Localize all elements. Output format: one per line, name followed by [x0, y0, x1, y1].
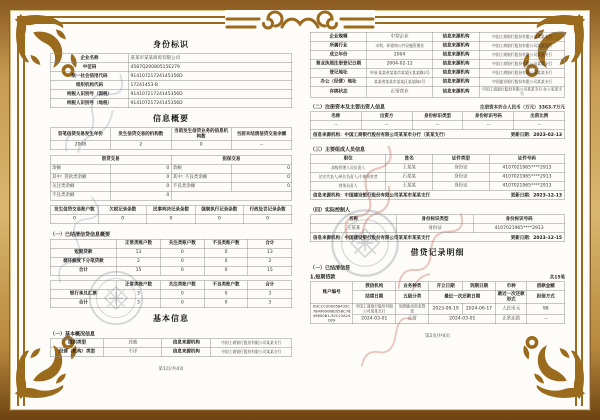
- table-header-cell: 信息来源机构: [162, 348, 211, 357]
- table-header-cell: 证件类型: [433, 154, 489, 163]
- loan-count-badge: 共15笔: [549, 274, 565, 280]
- settled-bills-summary-table-grid: [50, 280, 292, 308]
- key-members-table: [310, 154, 565, 191]
- table-header-cell: 身份标识号码: [473, 215, 564, 224]
- table-cell: 0: [231, 173, 291, 182]
- key-members-table-grid: [310, 154, 565, 191]
- table-header-cell: 关注类账户数: [160, 239, 204, 248]
- table-cell: 关注类余额: [50, 182, 110, 191]
- table-cell: 2008: [50, 141, 110, 150]
- actual-controller-table-grid: [310, 214, 565, 233]
- short-term-loan-subheading: 1.短期贷款: [310, 274, 336, 280]
- table-header-cell: 成立年份: [310, 50, 366, 59]
- table-cell: 身份证: [433, 181, 489, 190]
- basic-profile-table: [50, 338, 292, 357]
- table-cell: 91410721724145356D: [129, 99, 292, 108]
- table-cell: 0: [160, 248, 204, 257]
- table-header-cell: 正常类账户数: [117, 239, 161, 248]
- table-cell: 0: [171, 141, 231, 150]
- settled-bills-summary-table: [50, 280, 292, 308]
- table-cell: 15: [117, 266, 161, 275]
- table-header-cell: 开立日期: [429, 282, 462, 291]
- table-cell: 0: [160, 290, 204, 299]
- short-term-loan-table-grid: [310, 281, 565, 324]
- table-header-cell: 登记地址: [310, 68, 366, 77]
- table-cell: 91410721724145356D: [129, 90, 292, 99]
- table-header-cell: 名称: [310, 215, 396, 224]
- table-cell: 身份证: [433, 163, 489, 172]
- table-cell: 中国工商银行股份有限公司某某支行: [479, 50, 564, 59]
- table-cell: 0: [111, 164, 171, 173]
- table-header-cell: 发生信贷交易的机构数: [111, 128, 171, 141]
- table-header-cell: 当前发生信贷业务的信息机构数: [171, 128, 231, 141]
- table-cell: 短期流动资金贷款: [396, 303, 429, 314]
- table-header-cell: 企业名称: [50, 54, 129, 63]
- table-header-cell: 银行承兑汇票: [50, 290, 116, 299]
- table-header-cell: 信息来源机构: [433, 50, 480, 59]
- section-title-identity: 身份标识: [152, 39, 189, 49]
- table-cell: 中国工商银行股份有限公司某某支行: [211, 348, 292, 357]
- registered-capital-note: 注册资本折合人民币（万元）3363.7万元: [480, 104, 565, 110]
- table-cell: 0: [204, 257, 248, 266]
- table-header-cell: [50, 239, 116, 248]
- table-header-cell: 企业规模: [310, 32, 366, 41]
- table-cell: 身份证: [397, 224, 474, 233]
- table-header-cell: 结清日期: [353, 291, 396, 304]
- page-number-right: 第2页/共4页: [424, 333, 451, 339]
- table-cell: 13: [248, 248, 292, 257]
- capital-investors-table-grid: [310, 111, 565, 130]
- table-header-cell: 行政处罚记录条数: [243, 206, 291, 215]
- basic-profile-heading: （一）基本概况信息: [50, 331, 95, 337]
- controller-source-label: 信息来源机构：中国建设银行股份有限公司某某市某某支行: [313, 235, 431, 241]
- section-title-loan-detail: 借贷记录明细: [410, 247, 465, 257]
- table-cell: 2024-06-17: [462, 303, 495, 314]
- table-cell: --: [412, 121, 463, 130]
- table-header-cell: 身份标识号码: [463, 112, 514, 121]
- settled-summary-heading: （一）已结清信贷信息概要: [50, 231, 110, 238]
- table-cell: 财务负责人: [310, 181, 386, 190]
- table-cell: 2004: [367, 50, 433, 59]
- table-cell: 0: [231, 164, 291, 173]
- table-cell: 2: [248, 257, 292, 266]
- table-cell: 0: [50, 215, 98, 224]
- table-cell: 0: [160, 266, 204, 275]
- table-cell: B3CCC000058433C7849600BB3/5BC7849600B1-92C23A24Q09: [310, 303, 353, 323]
- table-header-cell: 证件号码: [489, 154, 565, 163]
- table-header-cell: 信息来源机构: [433, 77, 480, 86]
- controller-heading: （四）实际控制人: [310, 207, 350, 213]
- table-cell: 0: [204, 248, 248, 257]
- table-header-cell: 欠税记录条数: [99, 206, 147, 215]
- table-header-cell: 合计: [50, 266, 116, 275]
- capital-update-date: 更新日期：2023-02-13: [510, 132, 562, 138]
- table-header-cell: 出资比例: [514, 112, 565, 121]
- table-header-cell: 合计: [248, 239, 292, 248]
- table-cell: 其他: [104, 339, 162, 348]
- table-header-cell: 出资方: [361, 112, 412, 121]
- loan-guarantee-balance-table: [50, 155, 292, 201]
- table-header-cell: 循环额度下分笔贷款: [50, 257, 116, 266]
- table-header-cell: 合计: [50, 299, 116, 308]
- table-header-cell: 担保方式: [527, 291, 565, 304]
- table-cell: 4107021965****2913: [489, 181, 565, 190]
- short-term-loan-table: [310, 281, 565, 324]
- table-header-cell: 不良类账户数: [204, 281, 248, 290]
- table-cell: 3: [117, 290, 161, 299]
- table-cell: 身份证: [433, 172, 489, 181]
- table-cell: 中国工商银行股份有限公司某某支行: [479, 32, 564, 41]
- table-cell: 0: [204, 266, 248, 275]
- capital-investors-table: [310, 111, 565, 130]
- table-cell: --: [514, 121, 565, 130]
- table-cell: 17241453-B: [129, 81, 292, 90]
- table-header-cell: 最近一次还款形式: [496, 291, 527, 304]
- table-header-cell: 所属行业: [310, 41, 366, 50]
- table-header-cell: 不良类账户数: [204, 239, 248, 248]
- table-cell: 0: [99, 215, 147, 224]
- table-header-cell: 首笔信贷交易发生年份: [50, 128, 110, 141]
- table-cell: 人民币元: [496, 303, 527, 314]
- table-cell: 0: [111, 182, 171, 191]
- table-cell: 某某省某某市某某区某某路2号: [367, 77, 433, 86]
- identity-table: [50, 54, 292, 109]
- table-cell: 4107021965****2913: [473, 224, 564, 233]
- table-cell: 王某某: [310, 224, 396, 233]
- table-cell: 不良类余额: [50, 191, 110, 200]
- section-title-summary: 信息概要: [152, 113, 189, 123]
- table-cell: 王某某: [386, 163, 433, 172]
- summary-overview-table: [50, 128, 292, 150]
- table-cell: 2: [111, 141, 171, 150]
- table-cell: 其中: 贷款类余额: [50, 173, 110, 182]
- table-cell: 正常营业: [367, 86, 433, 97]
- table-cell: 不良类余额: [171, 182, 231, 191]
- table-cell: 15: [248, 266, 292, 275]
- table-header-cell: 中征码: [50, 63, 129, 72]
- public-records-table-grid: [50, 205, 292, 224]
- table-cell: 4107021965****2913: [489, 172, 565, 181]
- table-header-cell: 关注类账户数: [160, 281, 204, 290]
- basic-profile-table-grid: [50, 338, 292, 357]
- table-header-cell: [50, 281, 116, 290]
- table-cell: 13: [117, 248, 161, 257]
- settled-loans-summary-table: [50, 239, 292, 276]
- table-cell: 中国工商银行股份有限公司某某支行: [353, 303, 396, 314]
- table-header-cell: 纳税人识别号（地税）: [50, 99, 129, 108]
- table-cell: 4587Q20080515E279: [129, 63, 292, 72]
- table-cell: 水利、环境和公共设施管理业: [367, 41, 433, 50]
- table-header-cell: 授信机构: [353, 282, 396, 291]
- table-cell: 其中: 不良类余额: [171, 173, 231, 182]
- table-cell: 91410721724145356D: [129, 72, 292, 81]
- table-cell: 0: [160, 257, 204, 266]
- table-cell: 0: [160, 299, 204, 308]
- summary-overview-table-grid: [50, 128, 292, 150]
- page-left: [50, 34, 292, 371]
- page-number-left: 第1页/共4页: [158, 366, 184, 372]
- table-cell: 中国工商银行股份有限公司某某支行 办公室某支行: [479, 86, 564, 97]
- table-header-cell: 纳税人识别号（国税）: [50, 90, 129, 99]
- table-header-cell: 借款金额: [527, 282, 565, 291]
- table-cell: --: [463, 121, 514, 130]
- table-cell: 2004-02-12: [367, 59, 433, 68]
- table-cell: --: [527, 314, 565, 323]
- controller-update-date: 更新日期：2023-12-15: [510, 235, 562, 241]
- table-cell: 3: [248, 299, 292, 308]
- table-cell: 余额: [171, 164, 231, 173]
- loan-guarantee-balance-table-grid: [50, 155, 292, 201]
- table-header-cell: 借贷交易: [50, 155, 171, 164]
- table-header-cell: 统一社会信用代码: [50, 72, 129, 81]
- table-header-cell: 到期日期: [462, 282, 495, 291]
- company-overview-table-grid: [310, 32, 565, 97]
- table-header-cell: 信息来源机构: [162, 339, 211, 348]
- table-cell: 2024-03-01: [429, 314, 496, 323]
- table-header-cell: 账户编号: [310, 282, 353, 304]
- table-cell: 高级管理人员负责人: [310, 163, 386, 172]
- public-records-table: [50, 205, 292, 224]
- table-header-cell: 组织类型: [50, 339, 104, 348]
- table-cell: --: [310, 121, 361, 130]
- table-cell: 中国工商银行股份有限公司某某支行: [479, 41, 564, 50]
- page-right: [310, 32, 565, 338]
- table-header-cell: 强制执行记录条数: [195, 206, 243, 215]
- table-header-cell: 身份标识类型: [412, 112, 463, 121]
- table-header-cell: 信息来源机构: [433, 59, 480, 68]
- capital-heading: （二）注册资本及主要出资人信息: [310, 104, 385, 110]
- table-cell: 0: [195, 215, 243, 224]
- table-cell: --: [361, 121, 412, 130]
- table-cell: 4107021965****2913: [489, 163, 565, 172]
- table-cell: 不详: [104, 348, 162, 357]
- table-cell: 3: [117, 299, 161, 308]
- table-cell: 2023-09-19: [429, 303, 462, 314]
- table-header-cell: 身份标识类型: [397, 215, 474, 224]
- table-cell: 余额: [50, 164, 110, 173]
- section-title-basic: 基本信息: [152, 313, 189, 323]
- members-heading: （三）主要组成人员信息: [310, 146, 365, 153]
- table-header-cell: 民事判决记录条数: [147, 206, 195, 215]
- table-header-cell: 信息来源机构: [433, 32, 480, 41]
- table-cell: 2: [117, 257, 161, 266]
- table-header-cell: 存续状态: [310, 86, 366, 97]
- table-header-cell: 办公（经营）地址: [310, 77, 366, 86]
- table-cell: 中国建设银行股份有限公司某某支行: [479, 77, 564, 86]
- identity-table-grid: [50, 54, 292, 109]
- table-header-cell: 当前未结清信贷交易余额: [231, 128, 291, 141]
- table-header-cell: 正常类账户数: [117, 281, 161, 290]
- table-cell: 0: [231, 182, 291, 191]
- table-header-cell: 合计: [248, 281, 292, 290]
- table-header-cell: 营业执照注册登记日期: [310, 59, 366, 68]
- table-header-cell: 组织机构代码: [50, 81, 129, 90]
- members-update-date: 更新日期：2023-12-13: [510, 192, 562, 198]
- table-cell: 98: [527, 303, 565, 314]
- settled-loans-summary-table-grid: [50, 239, 292, 276]
- table-cell: 0: [204, 290, 248, 299]
- table-cell: 2024-03-01: [353, 314, 396, 323]
- table-header-cell: 姓名: [386, 154, 433, 163]
- table-cell: 王某某: [386, 181, 433, 190]
- table-header-cell: 发生信贷交易账户数: [50, 206, 98, 215]
- table-cell: 0: [243, 215, 291, 224]
- table-cell: 中国·某某省某某市某某区某某路2号: [367, 68, 433, 77]
- table-cell: [171, 191, 292, 200]
- table-header-cell: 职位: [310, 154, 386, 163]
- table-cell: 中国工商银行股份有限公司某某支行: [211, 339, 292, 348]
- table-header-cell: 担保交易: [171, 155, 292, 164]
- actual-controller-table: [310, 214, 565, 233]
- table-header-cell: 最近一次还款日期: [429, 291, 496, 304]
- table-cell: 3: [248, 290, 292, 299]
- table-header-cell: 五级分类: [396, 291, 429, 304]
- table-cell: 0: [111, 191, 171, 200]
- company-overview-table: [310, 32, 565, 97]
- members-source-label: 信息来源机构：中国建设银行股份有限公司某某市某某支行: [313, 192, 431, 198]
- table-cell: 0: [147, 215, 195, 224]
- table-cell: 石某某: [386, 172, 433, 181]
- table-header-cell: 币种: [496, 282, 527, 291]
- table-cell: 中型企业: [367, 32, 433, 41]
- settled-credit-heading: （一）已结清信贷: [310, 265, 350, 271]
- capital-source-label: 信息来源机构：中国工商银行股份有限公司某某市分行（某某支行）: [313, 132, 449, 138]
- table-cell: 法定代表人/单位负责人/个体经营者: [310, 172, 386, 181]
- table-header-cell: 信息来源机构: [433, 86, 480, 97]
- table-header-cell: 业务种类: [396, 282, 429, 291]
- table-cell: 中国工商银行股份有限公司某某支行: [479, 68, 564, 77]
- table-cell: 0: [204, 299, 248, 308]
- table-cell: --: [231, 141, 291, 150]
- table-cell: 正常还款: [496, 314, 527, 323]
- table-header-cell: 名称: [310, 112, 361, 121]
- table-header-cell: 信息来源机构: [433, 68, 480, 77]
- table-cell: 正常: [396, 314, 429, 323]
- table-header-cell: 短期贷款: [50, 248, 116, 257]
- table-header-cell: 信息来源机构: [433, 41, 480, 50]
- table-cell: 0: [111, 173, 171, 182]
- table-header-cell: 经营（机构）类型: [50, 348, 104, 357]
- table-cell: 某某市某某商贸有限公司: [129, 54, 292, 63]
- table-cell: 中国工商银行股份有限公司某某支行: [479, 59, 564, 68]
